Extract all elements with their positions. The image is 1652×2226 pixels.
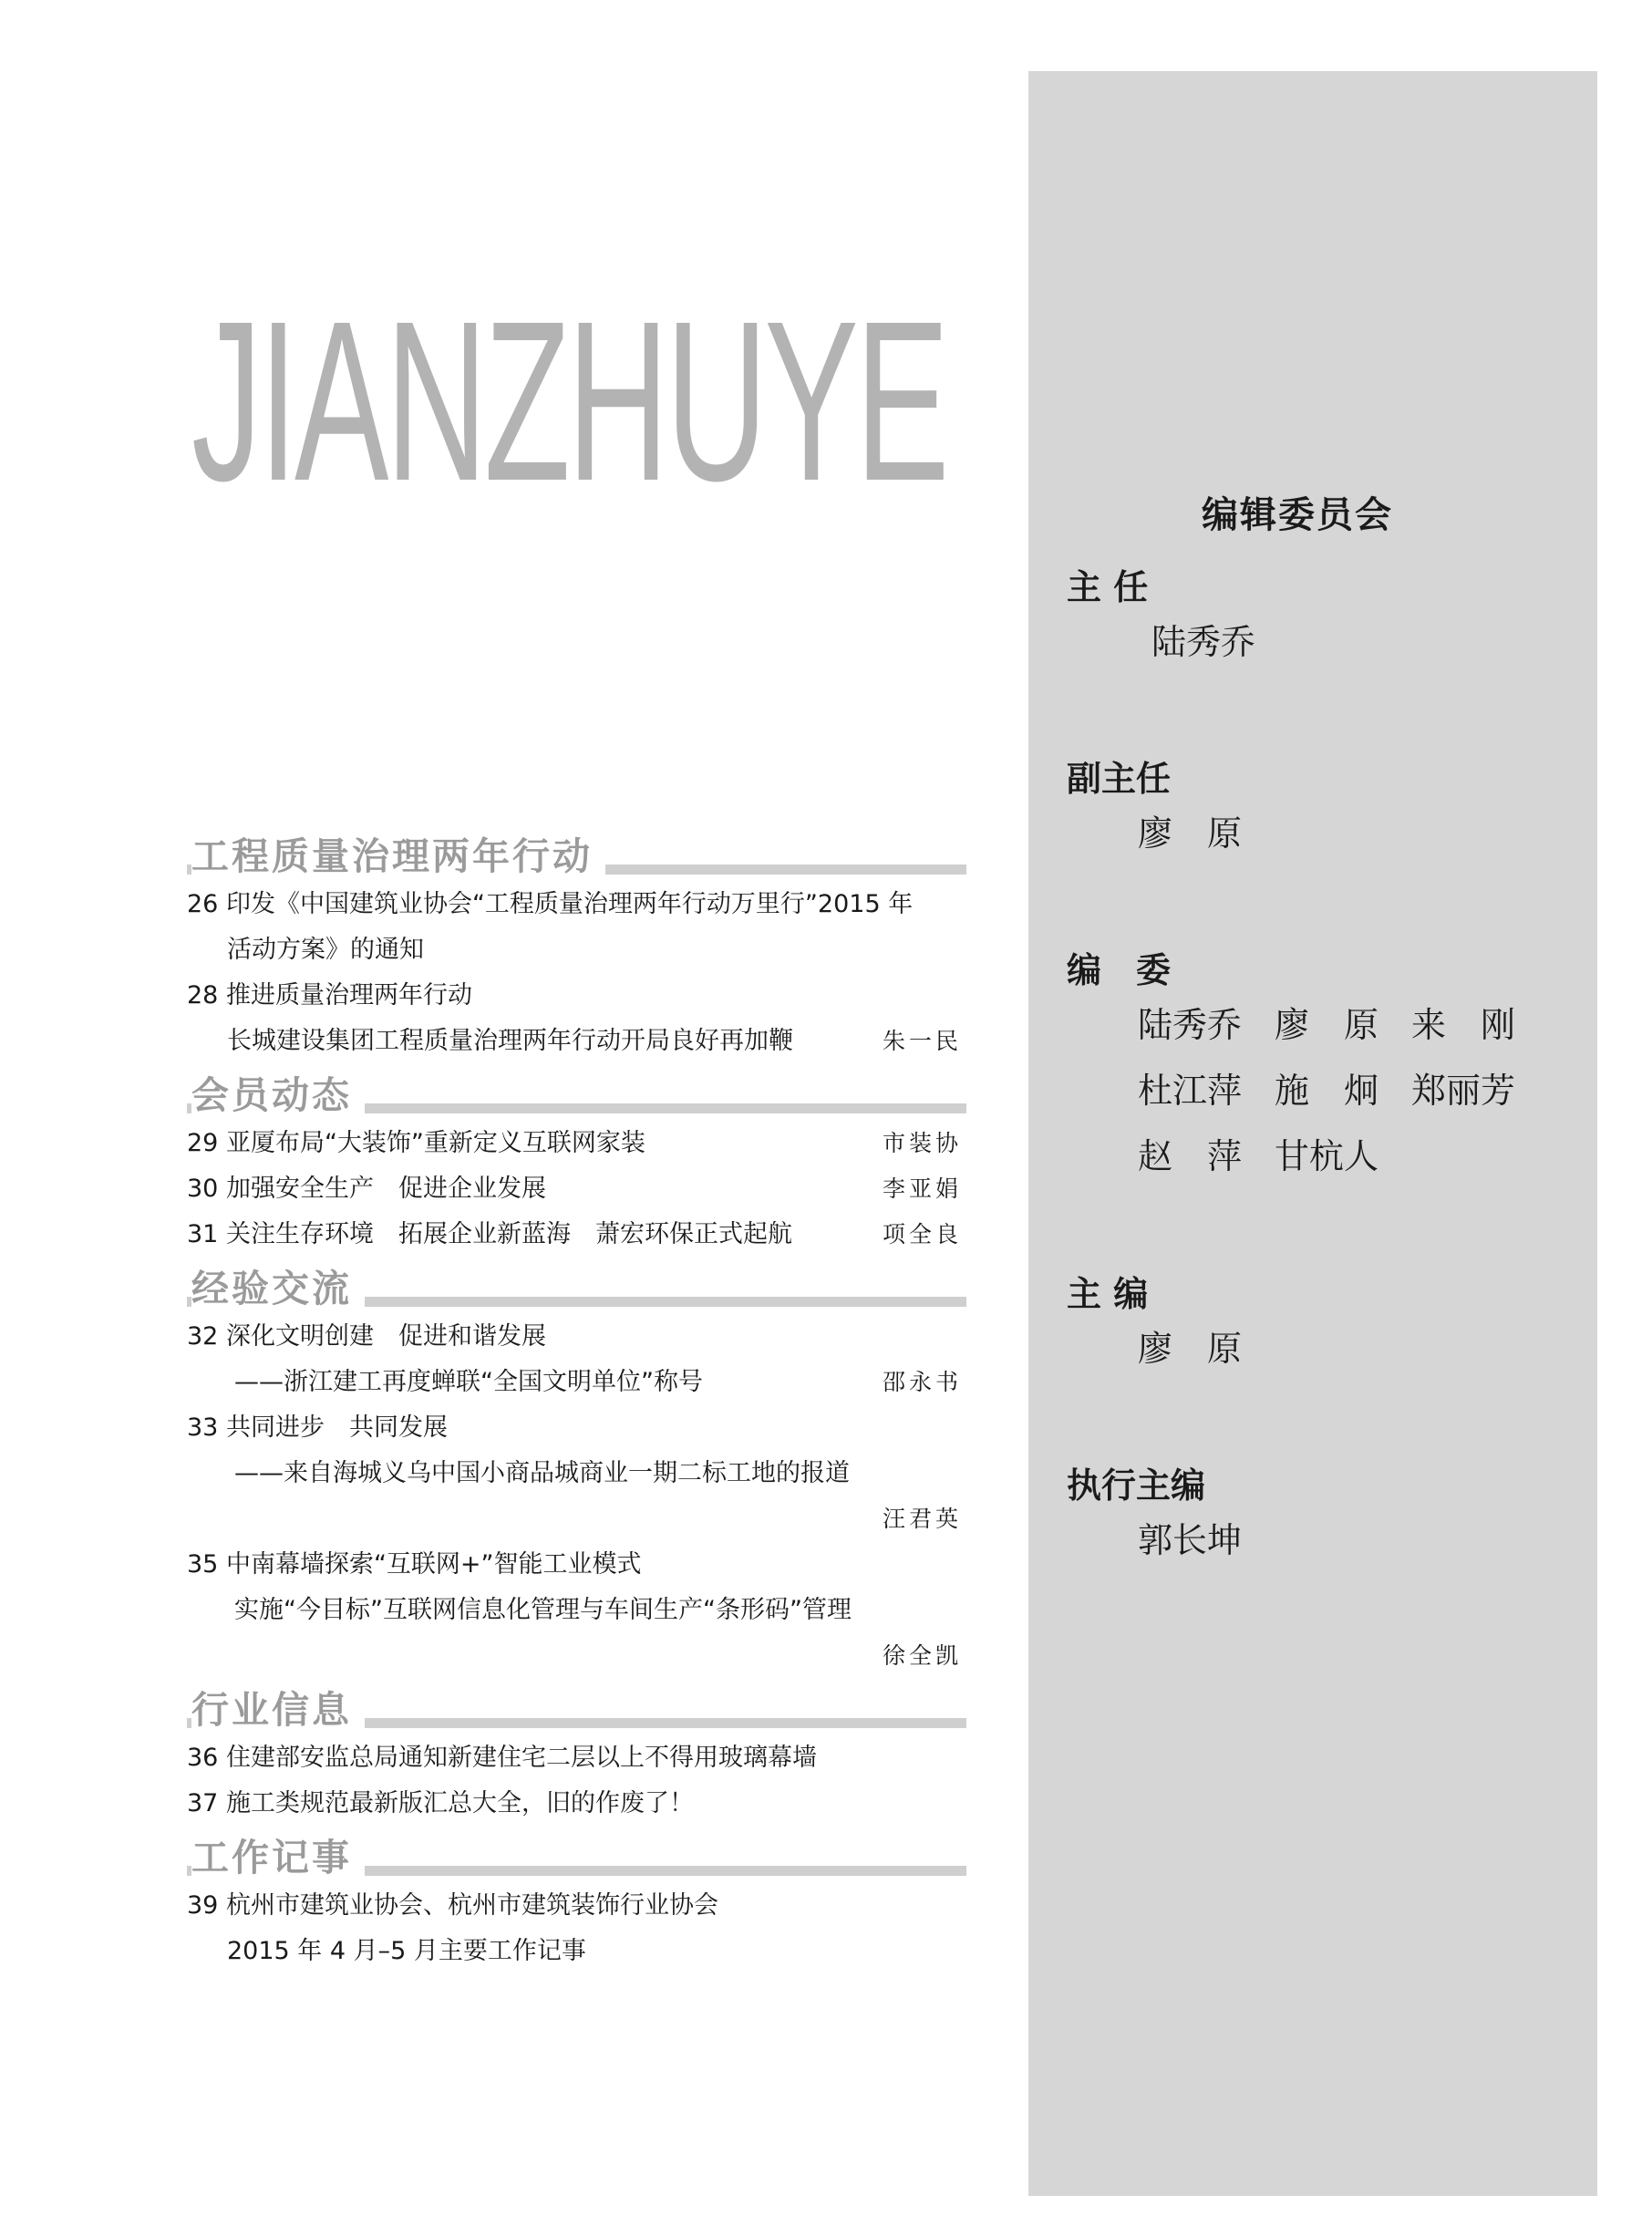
toc-entry[interactable] [187, 1019, 966, 1064]
toc-entry [187, 1496, 966, 1542]
toc-entry-text: 33 共同进步 共同发展 [187, 1413, 448, 1442]
member-name: 赵 萍 [1138, 1136, 1243, 1176]
toc-entry[interactable] [187, 1929, 966, 1974]
toc-entry-text: 39 杭州市建筑业协会、杭州市建筑装饰行业协会 [187, 1891, 718, 1920]
member-name: 郭长坤 [1138, 1520, 1243, 1560]
toc-entry-text: 31 关注生存环境 拓展企业新蓝海 萧宏环保正式起航 [187, 1220, 792, 1248]
section-header [187, 1684, 966, 1735]
member-name: 郑丽芳 [1411, 1071, 1516, 1111]
member-name: 施 炯 [1275, 1071, 1379, 1111]
toc-entry-text: 2015 年 4 月–5 月主要工作记事 [227, 1937, 586, 1965]
section-header [187, 1263, 966, 1314]
role-names [1138, 992, 1548, 1189]
toc-entry-text: 30 加强安全生产 促进企业发展 [187, 1175, 546, 1203]
toc-entry-author: 朱一民 [882, 1028, 962, 1054]
member-name: 陆秀乔 [1138, 1005, 1243, 1045]
toc-entry-text: 长城建设集团工程质量治理两年行动开局良好再加鞭 [227, 1027, 793, 1055]
section-title: 行业信息 [191, 1684, 365, 1735]
toc-entry[interactable] [187, 1451, 966, 1496]
member-name: 陆秀乔 [1151, 622, 1256, 662]
toc-entry[interactable] [187, 1166, 966, 1212]
role-names [1138, 1507, 1275, 1573]
toc-entry-text: 26 印发《中国建筑业协会“工程质量治理两年行动万里行”2015 年 [187, 890, 914, 918]
toc-entry[interactable] [187, 1588, 966, 1633]
editorial-board-panel [1028, 71, 1597, 2196]
member-name: 廖 原 [1138, 813, 1243, 854]
toc-entry[interactable] [187, 1735, 966, 1781]
toc-entry-text: 实施“今目标”互联网信息化管理与车间生产“条形码”管理 [234, 1596, 852, 1624]
member-name: 杜江萍 [1138, 1071, 1243, 1111]
section-header [187, 1832, 966, 1883]
toc-entry-text: 37 施工类规范最新版汇总大全，旧的作废了！ [187, 1789, 694, 1817]
toc-entry-text: 活动方案》的通知 [227, 936, 424, 964]
toc-entry[interactable] [187, 1121, 966, 1166]
role-label: 副主任 [1067, 759, 1172, 799]
toc-entry-author: 邵永书 [882, 1369, 962, 1395]
section-title: 经验交流 [191, 1263, 365, 1314]
toc-entry[interactable] [187, 1542, 966, 1588]
toc-entry-text: 35 中南幕墙探索“互联网+”智能工业模式 [187, 1550, 642, 1579]
member-name: 廖 原 [1275, 1005, 1379, 1045]
toc-entry[interactable] [187, 1781, 966, 1827]
toc-entry[interactable] [187, 882, 966, 927]
section-title: 工程质量治理两年行动 [191, 831, 605, 882]
role-label: 主 编 [1067, 1274, 1149, 1314]
section-title: 工作记事 [191, 1832, 365, 1883]
role-label: 主 任 [1067, 567, 1149, 607]
role-label: 执行主编 [1067, 1465, 1206, 1506]
role-names [1138, 1316, 1275, 1382]
section-header [187, 831, 966, 882]
member-name: 来 刚 [1411, 1005, 1516, 1045]
toc-entry-text: ——来自海城义乌中国小商品城商业一期二标工地的报道 [234, 1459, 850, 1487]
toc-entry-text: 29 亚厦布局“大装饰”重新定义互联网家装 [187, 1129, 645, 1157]
board-title: 编辑委员会 [1202, 493, 1393, 536]
section-title: 会员动态 [191, 1070, 365, 1121]
toc-entry-author: 项全良 [882, 1221, 962, 1248]
toc-entry-author: 市装协 [882, 1130, 962, 1156]
member-name: 甘杭人 [1275, 1136, 1379, 1176]
member-name: 廖 原 [1138, 1329, 1243, 1369]
toc-entry[interactable] [187, 927, 966, 973]
role-label: 编 委 [1067, 950, 1172, 990]
role-names [1151, 609, 1288, 675]
section-header [187, 1070, 966, 1121]
toc-entry [187, 1633, 966, 1679]
role-names [1138, 801, 1275, 866]
masthead-logo: JIANZHUYE [191, 274, 946, 528]
toc-entry-text: 36 住建部安监总局通知新建住宅二层以上不得用玻璃幕墙 [187, 1744, 817, 1772]
toc-entry-author: 汪君英 [882, 1506, 962, 1532]
toc-entry[interactable] [187, 1883, 966, 1929]
toc-entry[interactable] [187, 1314, 966, 1360]
toc-entry-author: 徐全凯 [882, 1642, 962, 1669]
toc-entry-text [187, 1633, 966, 1679]
table-of-contents [187, 825, 966, 1974]
toc-entry-author: 李亚娟 [882, 1175, 962, 1202]
toc-entry-text: ——浙江建工再度蝉联“全国文明单位”称号 [234, 1368, 703, 1396]
toc-entry[interactable] [187, 1212, 966, 1258]
toc-entry[interactable] [187, 973, 966, 1019]
toc-entry-text: 32 深化文明创建 促进和谐发展 [187, 1322, 546, 1351]
toc-entry-text: 28 推进质量治理两年行动 [187, 981, 472, 1009]
toc-entry-text [187, 1496, 966, 1542]
toc-entry[interactable] [187, 1405, 966, 1451]
toc-entry[interactable] [187, 1360, 966, 1405]
